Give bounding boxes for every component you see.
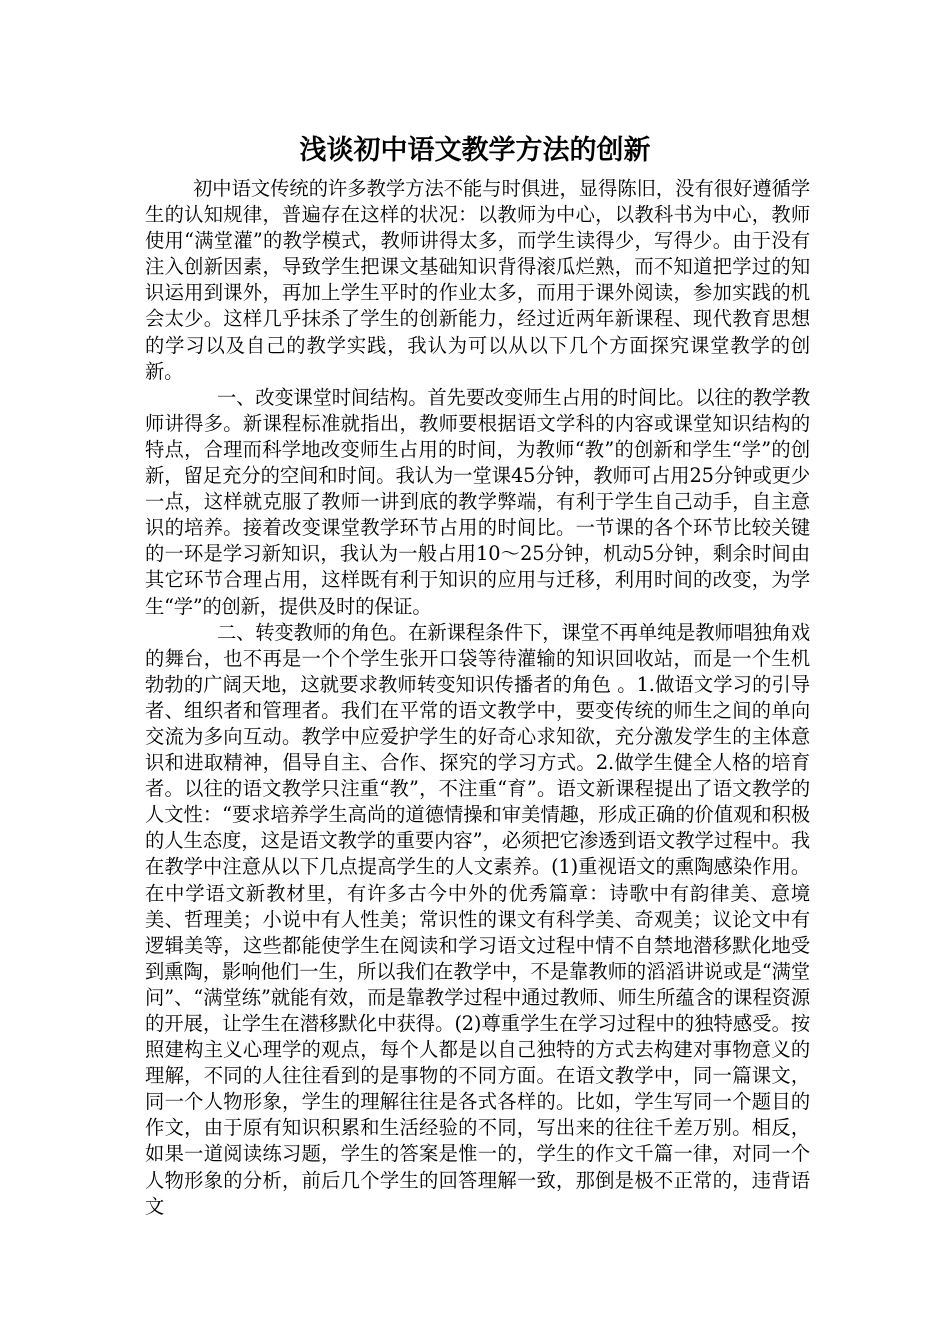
document-title: 浅谈初中语文教学方法的创新 (299, 135, 651, 166)
paragraph-section-2: 二、转变教师的角色。在新课程条件下，课堂不再单纯是教师唱独角戏的舞台，也不再是一个个学生张开口袋等待灌输的知识回收站，而是一个生机勃勃的广阔天地，这就要求教师转变知识传播者的角色 。1.做语文学习的引导者、组织者和管理者。我们在平常的语文教学中，要变传统的师生之间的单向交流为多向互动。教学中应爱护学生的好奇心求知欲，充分激发学生的主体意识和进取精神，倡导自主、合作、探究的学习方式。2.做学生健全人格的培育者。以往的语文教学只注重“教”，不注重“育”。语文新课程提出了语文教学的人文性：“要求培养学生高尚的道德情操和审美情趣，形成正确的价值观和积极的人生态度，这是语文教学的重要内容”，必须把它渗透到语文教学过程中。我在教学中注意从以下几点提高学生的人文素养。(1)重视语文的熏陶感染作用。在中学语文新教材里，有许多古今中外的优秀篇章：诗歌中有韵律美、意境美、哲理美；小说中有人性美；常识性的课文有科学美、奇观美；议论文中有逻辑美等，这些都能使学生在阅读和学习语文过程中情不自禁地潜移默化地受到熏陶，影响他们一生，所以我们在教学中，不是靠教师的滔滔讲说或是“满堂问”、“满堂练”就能有效，而是靠教学过程中通过教师、师生所蕴含的课程资源的开展，让学生在潜移默化中获得。(2)尊重学生在学习过程中的独特感受。按照建构主义心理学的观点，每个人都是以自己独特的方式去构建对事物意义的理解，不同的人往往看到的是事物的不同方面。在语文教学中，同一篇课文，同一个人物形象，学生的理解往往是各式各样的。比如，学生写同一个题目的作文，由于原有知识积累和生活经验的不同，写出来的往往千差万别。相反，如果一道阅读练习题，学生的答案是惟一的，学生的作文千篇一律，对同一个人物形象的分析，前后几个学生的回答理解一致，那倒是极不正常的，违背语文 (145, 620, 810, 1218)
document-body (145, 176, 810, 1220)
paragraph-intro: 初中语文传统的许多教学方法不能与时俱进，显得陈旧，没有很好遵循学生的认知规律，普遍存在这样的状况：以教师为中心，以教科书为中心，教师使用“满堂灌”的教学模式，教师讲得太多，而学生读得少，写得少。由于没有注入创新因素，导致学生把课文基础知识背得滚瓜烂熟，而不知道把学过的知识运用到课外，再加上学生平时的作业太多，而用于课外阅读，参加实践的机会太少。这样几乎抹杀了学生的创新能力，经过近两年新课程、现代教育思想的学习以及自己的教学实践，我认为可以从以下几个方面探究课堂教学的创新。 (145, 177, 810, 383)
paragraph-section-1: 一、改变课堂时间结构。首先要改变师生占用的时间比。以往的教学教师讲得多。新课程标准就指出，教师要根据语文学科的内容或课堂知识结构的特点，合理而科学地改变师生占用的时间，为教师“教”的创新和学生“学”的创新，留足充分的空间和时间。我认为一堂课45分钟，教师可占用25分钟或更少一点，这样就克服了教师一讲到底的教学弊端，有利于学生自己动手，自主意识的培养。接着改变课堂教学环节占用的时间比。一节课的各个环节比较关键的一环是学习新知识，我认为一般占用10～25分钟，机动5分钟，剩余时间由其它环节合理占用，这样既有利于知识的应用与迁移，利用时间的改变，为学生“学”的创新，提供及时的保证。 (145, 385, 810, 618)
